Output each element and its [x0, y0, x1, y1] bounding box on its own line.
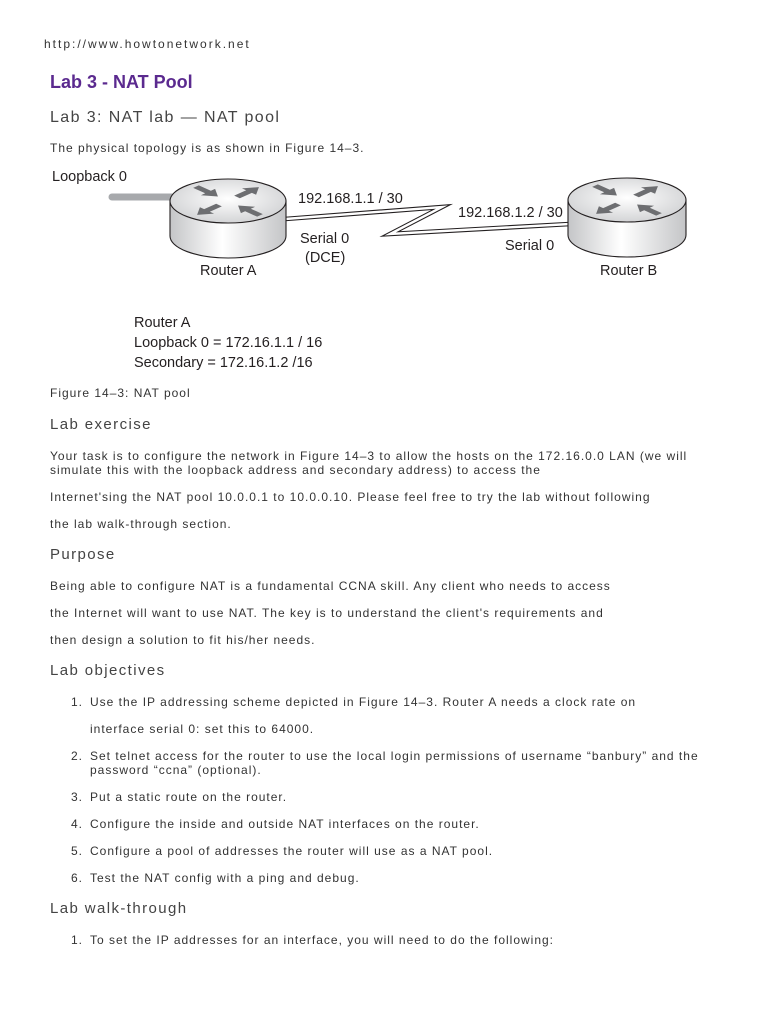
- exercise-text-line: Internet'sing the NAT pool 10.0.0.1 to 10.0.0.10. Please feel free to try the lab without following: [50, 490, 651, 504]
- list-number: 4.: [71, 817, 84, 831]
- notes-secondary: Secondary = 172.16.1.2 /16: [134, 355, 313, 371]
- section-heading-walkthrough: Lab walk-through: [50, 900, 188, 917]
- purpose-text-line: the Internet will want to use NAT. The key is to understand the client's requirements and: [50, 606, 604, 620]
- list-number: 5.: [71, 844, 84, 858]
- router-b-icon: [568, 178, 686, 257]
- router-b-top: [568, 178, 686, 222]
- notes-heading: Router A: [134, 315, 191, 331]
- list-item-continuation: interface serial 0: set this to 64000.: [90, 722, 315, 736]
- notes-loopback: Loopback 0 = 172.16.1.1 / 16: [134, 335, 323, 351]
- section-heading-objectives: Lab objectives: [50, 662, 166, 679]
- lab-subtitle: Lab 3: NAT lab — NAT pool: [50, 109, 281, 126]
- list-item: To set the IP addresses for an interface, you will need to do the following:: [90, 933, 555, 947]
- loopback-label: Loopback 0: [52, 169, 127, 185]
- figure-caption: Figure 14–3: NAT pool: [50, 386, 191, 400]
- list-item: Test the NAT config with a ping and debug.: [90, 871, 360, 885]
- router-b-name-label: Router B: [600, 263, 658, 279]
- router-b-interface-label: Serial 0: [505, 238, 555, 254]
- list-item: Configure the inside and outside NAT interfaces on the router.: [90, 817, 480, 831]
- exercise-text-line: simulate this with the loopback address and secondary address) to access the: [50, 463, 541, 477]
- list-number: 6.: [71, 871, 84, 885]
- exercise-text-line: the lab walk-through section.: [50, 517, 232, 531]
- router-a-dce-label: (DCE): [305, 250, 346, 266]
- purpose-text-line: Being able to configure NAT is a fundamental CCNA skill. Any client who needs to access: [50, 579, 611, 593]
- list-item-continuation: password “ccna” (optional).: [90, 763, 262, 777]
- router-a-name-label: Router A: [200, 263, 257, 279]
- purpose-text-line: then design a solution to fit his/her needs.: [50, 633, 316, 647]
- list-number: 1.: [71, 695, 84, 709]
- router-b-ip-label: 192.168.1.2 / 30: [458, 205, 563, 221]
- list-number: 3.: [71, 790, 84, 804]
- intro-text: The physical topology is as shown in Figure 14–3.: [50, 141, 365, 155]
- list-item: Put a static route on the router.: [90, 790, 288, 804]
- section-heading-purpose: Purpose: [50, 546, 116, 563]
- exercise-text-line: Your task is to configure the network in Figure 14–3 to allow the hosts on the 172.16.0.0 LAN (we will: [50, 449, 688, 463]
- list-item: Configure a pool of addresses the router will use as a NAT pool.: [90, 844, 494, 858]
- router-a-top: [170, 179, 286, 223]
- section-heading-exercise: Lab exercise: [50, 416, 152, 433]
- list-number: 2.: [71, 749, 84, 763]
- router-a-ip-label: 192.168.1.1 / 30: [298, 191, 403, 207]
- list-item: Set telnet access for the router to use the local login permissions of username “banbury” and the: [90, 749, 699, 763]
- list-number: 1.: [71, 933, 84, 947]
- router-a-interface-label: Serial 0: [300, 231, 350, 247]
- router-a-icon: [170, 179, 286, 258]
- source-url: http://www.howtonetwork.net: [44, 37, 251, 51]
- topology-diagram: [0, 160, 768, 380]
- page-title: Lab 3 - NAT Pool: [50, 72, 193, 92]
- list-item: Use the IP addressing scheme depicted in Figure 14–3. Router A needs a clock rate on: [90, 695, 637, 709]
